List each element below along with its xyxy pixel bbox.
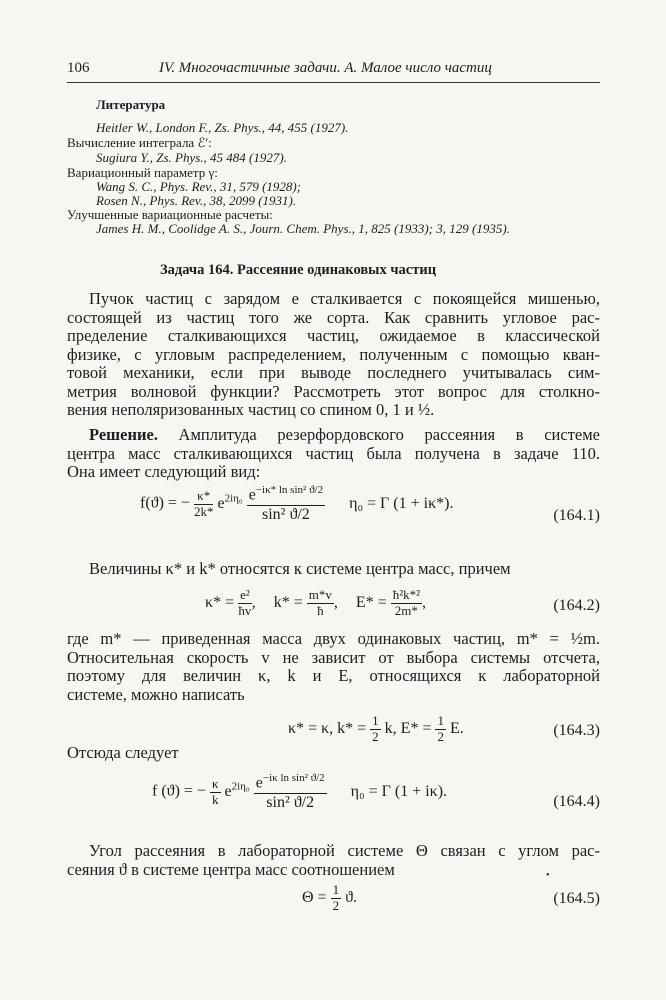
solution-line: Решение. Амплитуда резерфордовского рассеяния в системе — [89, 425, 600, 444]
statement-line: Пучок частиц с зарядом e сталкивается с покоящейся мишенью, — [89, 289, 600, 308]
text-line: Угол рассеяния в лабораторной системе Θ связан с углом рас- — [89, 841, 600, 860]
equation-164-5: Θ = $\frac{1}{2}$ ϑ. — [302, 882, 357, 913]
literature-line: Rosen N., Phys. Rev., 38, 2099 (1931). — [96, 193, 297, 208]
paragraph — [67, 560, 600, 579]
equation-label: (164.1) — [553, 507, 600, 524]
literature-line: Heitler W., London F., Zs. Phys., 44, 455 (1927). — [96, 120, 349, 135]
paragraph — [67, 842, 600, 879]
statement-line: вения неполяризованных частиц со спином 0, 1 и ½. — [67, 400, 435, 419]
solution-line: Она имеет следующий вид: — [67, 462, 261, 481]
solution-lead: Решение. — [89, 425, 158, 444]
equation-164-2: κ* = $\frac{\text{e²}}{ħv}$ , k* = $\frac{m*v}{ħ}$ , E* = $\frac{\text{ħ²k*²}}{2m*}$ , — [205, 587, 427, 618]
statement-line: товой механики, если при выводе последнего учитывалась сим- — [67, 363, 600, 382]
stray-mark: • — [546, 870, 550, 881]
literature-line: Sugiura Y., Zs. Phys., 45 484 (1927). — [96, 150, 287, 165]
literature-line: Вариационный параметр γ: — [67, 165, 218, 180]
literature-line: Wang S. C., Phys. Rev., 31, 579 (1928); — [96, 179, 302, 194]
problem-statement — [67, 290, 600, 420]
solution-intro — [67, 426, 600, 482]
equation-label: (164.5) — [553, 890, 600, 907]
text-line: Отсюда следует — [67, 743, 179, 762]
text-line: сеяния ϑ в системе центра масс соотношением — [67, 859, 395, 879]
equation-label: (164.4) — [553, 793, 600, 810]
statement-line: физике, с угловым распределением, полученным с помощью кван- — [67, 344, 600, 364]
equation-164-3: κ* = κ, k* = $\frac{1}{2}$ k, E* = $\frac{1}{2}$ E. — [288, 713, 464, 744]
equation-164-1: f(ϑ) = − $\frac{\kappa*}{2k*}$ $e^{2i\eta_0}$ $\frac{e^{-i\kappa* ln sin^2 ϑ/2}}{\text{sin² ϑ/2}}$ η₀ = Γ (1 + iκ*). — [140, 484, 454, 523]
text-line: где m* — приведенная масса двух одинаковых частиц, m* = ½m. — [67, 629, 600, 648]
statement-line: состоящей из частиц того же сорта. Как сравнить угловое рас- — [67, 307, 600, 327]
literature-line: Вычисление интеграла ℰ′: — [67, 135, 212, 150]
literature-line: James H. M., Coolidge A. S., Journ. Chem. Phys., 1, 825 (1933); 3, 129 (1935). — [96, 221, 510, 236]
literature-title: Литература — [96, 97, 166, 112]
text-line: Величины κ* и k* относятся к системе центра масс, причем — [89, 559, 511, 578]
literature-line: Улучшенные вариационные расчеты: — [67, 207, 273, 222]
paragraph — [67, 630, 600, 704]
problem-title: Задача 164. Рассеяние одинаковых частиц — [160, 262, 437, 278]
text-line: поэтому для величин κ, k и E, относящихся к лабораторной — [67, 666, 600, 685]
header-rule — [67, 82, 600, 83]
solution-line: центра масс сталкивающихся частиц была получена в задаче 110. — [67, 443, 600, 463]
page-number: 106 — [67, 60, 90, 76]
equation-label: (164.2) — [553, 597, 600, 614]
equation-label: (164.3) — [553, 722, 600, 739]
text-line: Относительная скорость v не зависит от выбора системы отсчета, — [67, 647, 600, 667]
statement-line: пределение сталкивающихся частиц, ожидаемое в классической — [67, 326, 600, 345]
statement-line: метрия волновой функции? Рассмотреть этот вопрос для столкно- — [67, 381, 600, 401]
running-head: IV. Многочастичные задачи. А. Малое число частиц — [159, 60, 492, 76]
paragraph — [67, 744, 600, 763]
equation-164-4: f (ϑ) = − $\frac{\kappa}{k}$ $e^{2i\eta_0}$ $\frac{e^{-i\kappa ln sin^2 ϑ/2}}{\text{sin² ϑ/2}}$ η₀ = Γ (1 + iκ). — [152, 772, 448, 811]
page-header — [67, 60, 600, 82]
text-line: системе, можно написать — [67, 684, 245, 704]
